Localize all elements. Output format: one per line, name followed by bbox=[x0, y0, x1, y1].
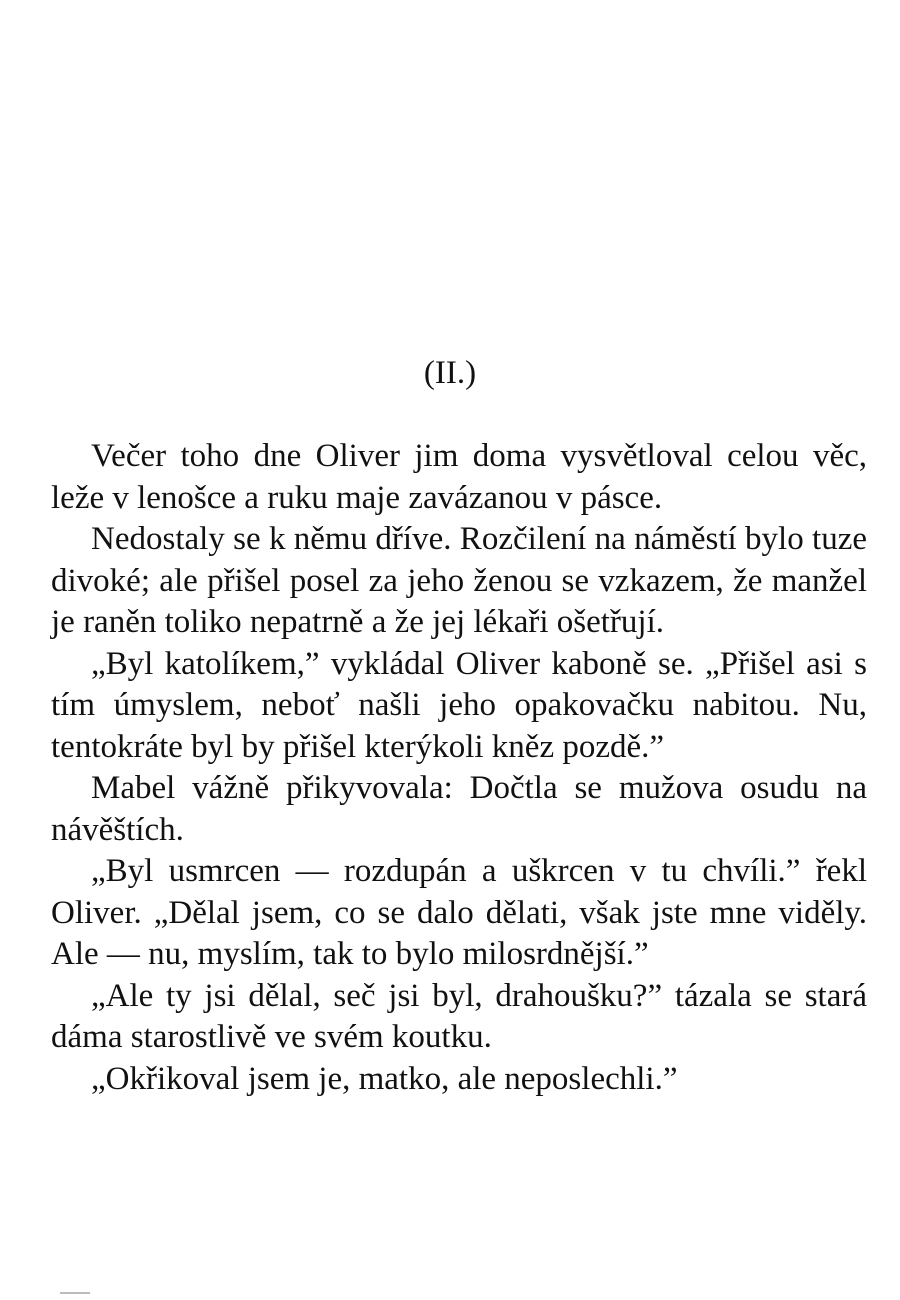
chapter-heading: (II.) bbox=[423, 355, 477, 391]
paragraph: Nedostaly se k němu dříve. Rozčilení na náměstí bylo tuze divoké; ale přišel posel za jeho ženou se vzkazem, že manžel je raněn toliko nepatrně a že jej lékaři ošetřují. bbox=[51, 521, 867, 640]
paragraph: „Ale ty jsi dělal, seč jsi byl, drahoušku?” tázala se stará dáma starostlivě ve svém koutku. bbox=[51, 977, 867, 1055]
paragraph: Mabel vážně přikyvovala: Dočtla se mužova osudu na návěštích. bbox=[51, 770, 867, 848]
paragraph: „Okřikoval jsem je, matko, ale neposlechli.” bbox=[91, 1060, 678, 1097]
paragraph: „Byl katolíkem,” vykládal Oliver kaboně se. „Přišel asi s tím úmyslem, neboť našli jeho opakovačku nabitou. Nu, tentokráte byl by přišel kterýkoli kněz pozdě.” bbox=[51, 645, 867, 765]
body-text bbox=[51, 436, 867, 1100]
paragraph: „Byl usmrcen — rozdupán a uškrcen v tu chvíli.” řekl Oliver. „Dělal jsem, co se dalo dělati, však jste mne viděly. Ale — nu, myslím, tak to bylo milosrdnější.” bbox=[51, 853, 867, 972]
page-edge-mark bbox=[60, 1292, 90, 1294]
paragraph: Večer toho dne Oliver jim doma vysvětloval celou věc, leže v lenošce a ruku maje zavázanou v pásce. bbox=[51, 438, 867, 516]
